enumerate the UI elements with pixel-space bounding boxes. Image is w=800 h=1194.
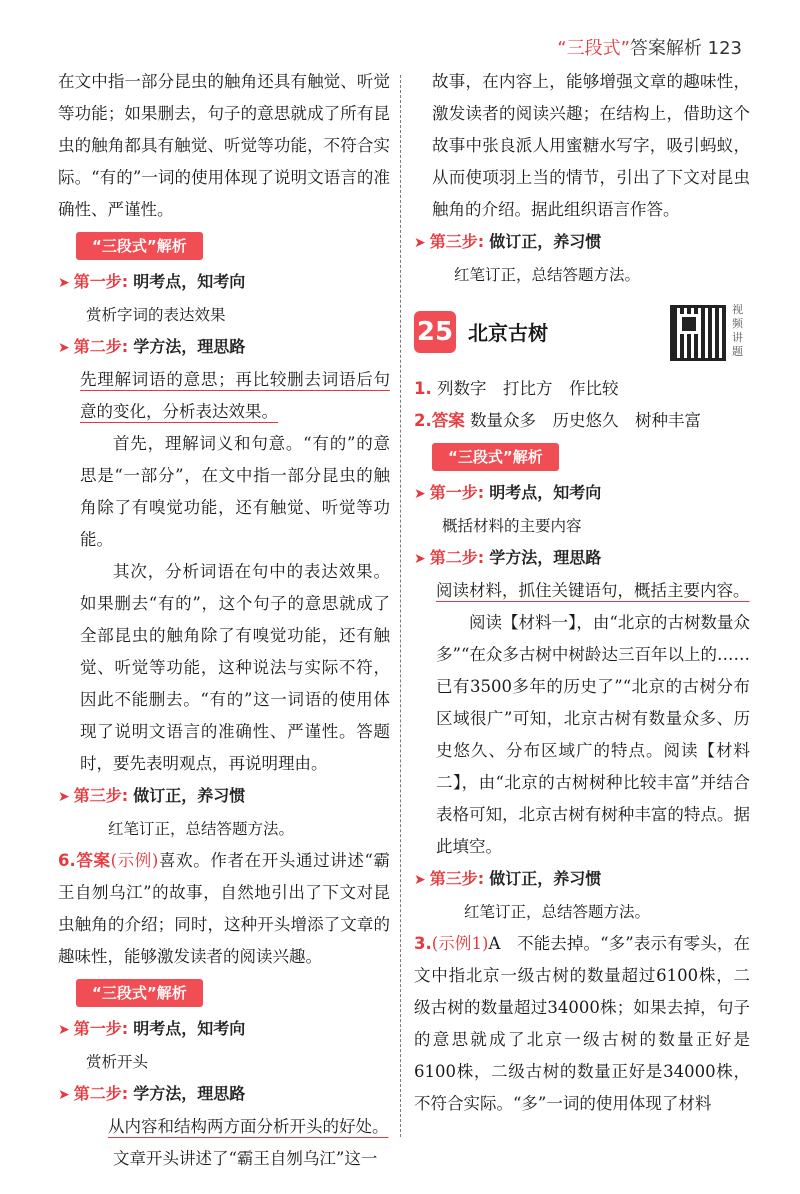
step-title: 做订正，养习惯 bbox=[489, 232, 602, 251]
arrow-icon: ➤ bbox=[58, 1087, 70, 1103]
step-label: 第二步: bbox=[73, 1084, 129, 1103]
step-3-text: 红笔订正，总结答题方法。 bbox=[464, 903, 651, 921]
step-1-text: 赏析开头 bbox=[86, 1053, 149, 1071]
step-3 bbox=[58, 780, 390, 813]
step-title: 明考点，知考向 bbox=[133, 1019, 246, 1038]
step-label: 第三步: bbox=[429, 869, 485, 888]
step-2-text: 阅读材料，抓住关键语句，概括主要内容。 bbox=[436, 581, 750, 600]
page-number: 123 bbox=[707, 38, 742, 59]
step-3-text: 红笔订正，总结答题方法。 bbox=[108, 820, 295, 838]
step-label: 第一步: bbox=[73, 1019, 129, 1038]
column-divider bbox=[400, 75, 401, 1137]
analysis-paragraph: 阅读【材料一】，由“北京的古树数量众多”“在众多古树中树龄达三百年以上的……已有3500多年的历史了”“北京的古树分布区域很广”可知，北京古树有数量众多、历史悠久、分布区域广的特点。阅读【材料二】，由“北京的古树树种比较丰富”并结合表格可知，北京古树有树种丰富的特点。据此填空。 bbox=[436, 613, 750, 856]
video-label: 视频讲题 bbox=[732, 303, 743, 358]
step-2-text: 先理解词语的意思；再比较删去词语后句意的变化，分析表达效果。 bbox=[80, 370, 390, 421]
analysis-badge: “三段式”解析 bbox=[76, 979, 203, 1007]
left-column bbox=[58, 66, 390, 1175]
step-title: 做订正，养习惯 bbox=[489, 869, 602, 888]
answer-label: 答案 bbox=[431, 411, 465, 430]
right-column bbox=[414, 66, 750, 1120]
step-3-text: 红笔订正，总结答题方法。 bbox=[454, 266, 641, 284]
page-header bbox=[557, 34, 742, 60]
step-title: 学方法，理思路 bbox=[133, 1084, 246, 1103]
step-label: 第三步: bbox=[73, 786, 129, 805]
step-title: 学方法，理思路 bbox=[133, 337, 246, 356]
step-2 bbox=[58, 331, 390, 364]
step-3 bbox=[414, 863, 750, 896]
answer-text: A 不能去掉。“多”表示有零头，在文中指北京一级古树的数量超过6100株，二级古树的数量超过34000株；如果去掉，句子的意思就成了北京一级古树的数量正好是6100株，二级古树的数量正好是34000株，不符合实际。“多”一词的使用体现了材料 bbox=[414, 934, 750, 1113]
arrow-icon: ➤ bbox=[414, 872, 426, 888]
arrow-icon: ➤ bbox=[58, 340, 70, 356]
step-1 bbox=[58, 1013, 390, 1046]
step-title: 学方法，理思路 bbox=[489, 548, 602, 567]
question-number: 1. bbox=[414, 379, 432, 398]
intro-paragraph: 在文中指一部分昆虫的触角还具有触觉、听觉等功能；如果删去，句子的意思就成了所有昆虫的触角都具有触觉、听觉等功能，不符合实际。“有的”一词的使用体现了说明文语言的准确性、严谨性。 bbox=[58, 72, 390, 219]
lesson-number: 25 bbox=[414, 311, 456, 353]
step-2 bbox=[58, 1078, 390, 1111]
step-title: 明考点，知考向 bbox=[489, 483, 602, 502]
step-label: 第三步: bbox=[429, 232, 485, 251]
lesson-title: 北京古树 bbox=[468, 321, 548, 345]
step-2 bbox=[414, 542, 750, 575]
analysis-paragraph-2: 其次，分析词语在句中的表达效果。如果删去“有的”，这个句子的意思就成了全部昆虫的触角除了有嗅觉功能，还有触觉、听觉等功能，这种说法与实际不符，因此不能删去。“有的”这一词语的使用体现了说明文语言的准确性、严谨性。答题时，要先表明观点，再说明理由。 bbox=[80, 562, 390, 773]
step-1-text: 赏析字词的表达效果 bbox=[86, 306, 226, 324]
step-label: 第一步: bbox=[73, 272, 129, 291]
step-title: 做订正，养习惯 bbox=[133, 786, 246, 805]
step-title: 明考点，知考向 bbox=[133, 272, 246, 291]
header-title: 答案解析 bbox=[629, 38, 702, 59]
step-1-text: 概括材料的主要内容 bbox=[442, 517, 582, 535]
arrow-icon: ➤ bbox=[414, 235, 426, 251]
continued-paragraph: 故事，在内容上，能够增强文章的趣味性，激发读者的阅读兴趣；在结构上，借助这个故事中张良派人用蜜糖水写字，吸引蚂蚁，从而使项羽上当的情节，引出了下文对昆虫触角的介绍。据此组织语言作答。 bbox=[432, 72, 750, 219]
qr-code-icon[interactable] bbox=[670, 305, 726, 361]
step-label: 第一步: bbox=[429, 483, 485, 502]
answer-text: 列数字 打比方 作比较 bbox=[437, 379, 619, 398]
analysis-badge: “三段式”解析 bbox=[432, 443, 559, 471]
question-3 bbox=[414, 928, 750, 1120]
question-number: 2. bbox=[414, 411, 432, 430]
arrow-icon: ➤ bbox=[58, 275, 70, 291]
step-label: 第二步: bbox=[73, 337, 129, 356]
analysis-badge: “三段式”解析 bbox=[76, 232, 203, 260]
step-3 bbox=[414, 226, 750, 259]
question-2 bbox=[414, 405, 750, 437]
lesson-heading bbox=[414, 305, 750, 365]
continued-line: 文章开头讲述了“霸王自刎乌江”这一 bbox=[113, 1149, 378, 1168]
question-number: 3. bbox=[414, 934, 432, 953]
step-1 bbox=[414, 477, 750, 510]
example-label: (示例) bbox=[110, 851, 159, 870]
example-label: (示例1) bbox=[431, 934, 489, 953]
arrow-icon: ➤ bbox=[58, 789, 70, 805]
step-1 bbox=[58, 266, 390, 299]
header-quote-title: “三段式” bbox=[557, 38, 630, 59]
answer-text: 喜欢。作者在开头通过讲述“霸王自刎乌江”的故事，自然地引出了下文对昆虫触角的介绍；同时，这种开头增添了文章的趣味性，能够激发读者的阅读兴趣。 bbox=[58, 851, 391, 966]
arrow-icon: ➤ bbox=[58, 1022, 70, 1038]
question-6 bbox=[58, 845, 390, 973]
answer-text: 数量众多 历史悠久 树种丰富 bbox=[470, 411, 701, 430]
arrow-icon: ➤ bbox=[414, 486, 426, 502]
answer-label: 答案 bbox=[75, 851, 111, 870]
step-2-text: 从内容和结构两方面分析开头的好处。 bbox=[108, 1117, 389, 1136]
question-1 bbox=[414, 373, 750, 405]
step-label: 第二步: bbox=[429, 548, 485, 567]
question-number: 6. bbox=[58, 851, 76, 870]
arrow-icon: ➤ bbox=[414, 551, 426, 567]
analysis-paragraph-1: 首先，理解词义和句意。“有的”的意思是“一部分”，在文中指一部分昆虫的触角除了有嗅觉功能，还有触觉、听觉等功能。 bbox=[80, 434, 390, 549]
